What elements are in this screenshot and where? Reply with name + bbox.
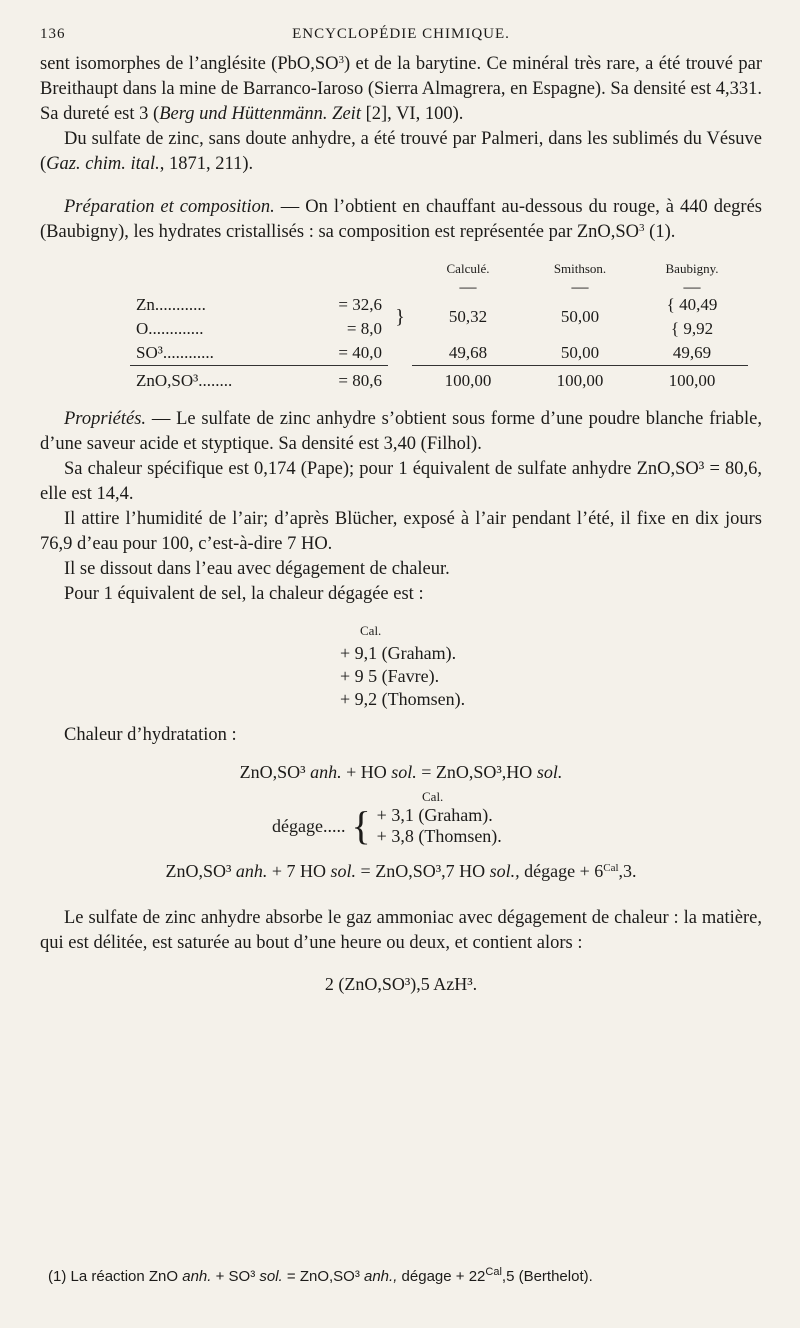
header-smithson: Smithson. [553,261,607,276]
table-row: Zn............ = 32,6 } 50,32 50,00 { 40,49 [136,295,718,328]
heat-values: Cal. + 9,1 (Graham). + 9 5 (Favre). + 9,2 (Thomsen). [340,619,762,711]
running-title: ENCYCLOPÉDIE CHIMIQUE. [292,26,510,42]
paragraph-preparation: Préparation et composition. — On l’obtient en chauffant au-dessous du rouge, à 440 degrés (Baubigny), les hydrates cristallisés : sa composition est représentée par $ZnO,SO^3$ (1). [40,197,762,242]
section-title-proprietes: Propriétés. [64,409,147,429]
table-total-row: ZnO,SO³........ = 80,6 100,00 100,00 100,00 [130,366,748,394]
heat-thomsen: + 9,2 (Thomsen). [340,689,466,709]
table-row: SO³............ = 40,0 49,68 50,00 49,69 [136,343,712,362]
paragraph-humidite: Il attire l’humidité de l’air; d’après Blücher, exposé à l’air pendant l’été, il fixe en dix jours 76,9 d’eau pour 100, c’est-à-dire 7 HO. [40,509,762,554]
equation-hydration-2: ZnO,SO³ anh. + 7 HO sol. = ZnO,SO³,7 HO sol., dégage + $6^{Cal},3$. [165,861,637,881]
paragraph-ammoniac: Le sulfate de zinc anhydre absorbe le gaz ammoniac avec dégagement de chaleur : la matière, qui est délitée, est saturée au bout d’une heure ou deux, et contient alors : [40,908,762,953]
heat-favre: + 9 5 (Favre). [340,666,440,686]
heat-graham: + 9,1 (Graham). [340,643,457,663]
footnote: (1) La réaction ZnO anh. + SO³ sol. = ZnO,SO³ anh., dégage + $22^{Cal},5$ (Berthelot). [48,1266,593,1285]
degage-block: Cal. dégage..... { + 3,1 (Graham). + 3,8 (Thomsen). [272,789,502,848]
document-page [40,26,762,1001]
equation-hydration-1: ZnO,SO³ anh. + HO sol. = ZnO,SO³,HO sol. [239,762,563,782]
composition-table: Calculé. Smithson. Baubigny. — — — Zn............ = 32,6 } 50,32 50,00 { 40,49 O............. = 8,0 { 9,92 SO³............ = 40,0 49,68 50,00 49,69 ZnO,SO³........ = 80,6 100,00 100,00 100,00 [130,257,748,393]
header-baubigny: Baubigny. [665,261,719,276]
paragraph-chaleur-degagee: Pour 1 équivalent de sel, la chaleur dégagée est : [64,584,424,604]
page-header [40,26,762,52]
paragraph-vesuve: Du sulfate de zinc, sans doute anhydre, a été trouvé par Palmeri, dans les sublimés du Vésuve (Gaz. chim. ital., 1871, 211). [40,129,762,174]
page-number: 136 [40,26,66,42]
formula-ammoniac: 2 (ZnO,SO³),5 AzH³. [324,974,478,994]
paragraph-proprietes: Propriétés. — Le sulfate de zinc anhydre s’obtient sous forme d’une poudre blanche friable, d’une saveur acide et styptique. Sa densité est 3,40 (Filhol). [40,409,762,454]
section-title-preparation: Préparation et composition. [64,197,275,217]
paragraph-dissolution: Il se dissout dans l’eau avec dégagement de chaleur. [64,559,450,579]
hydration-title: Chaleur d’hydratation : [64,725,237,745]
paragraph-chaleur-specifique: Sa chaleur spécifique est 0,174 (Pape); pour 1 équivalent de sulfate anhydre ZnO,SO³ = 80,6, elle est 14,4. [40,459,762,504]
table-row: O............. = 8,0 { 9,92 [136,319,714,338]
header-calcule: Calculé. [446,261,490,276]
paragraph-anglesite: sent isomorphes de l’anglésite $(PbO,SO^3)$ et de la barytine. Ce minéral très rare, a été trouvé par Breithaupt dans la mine de Barranco-Iaroso (Sierra Almagrera, en Espagne). Sa densité est 4,331. Sa dureté est 3 (Berg und Hüttenmänn. Zeit [2], VI, 100). [40,54,762,124]
